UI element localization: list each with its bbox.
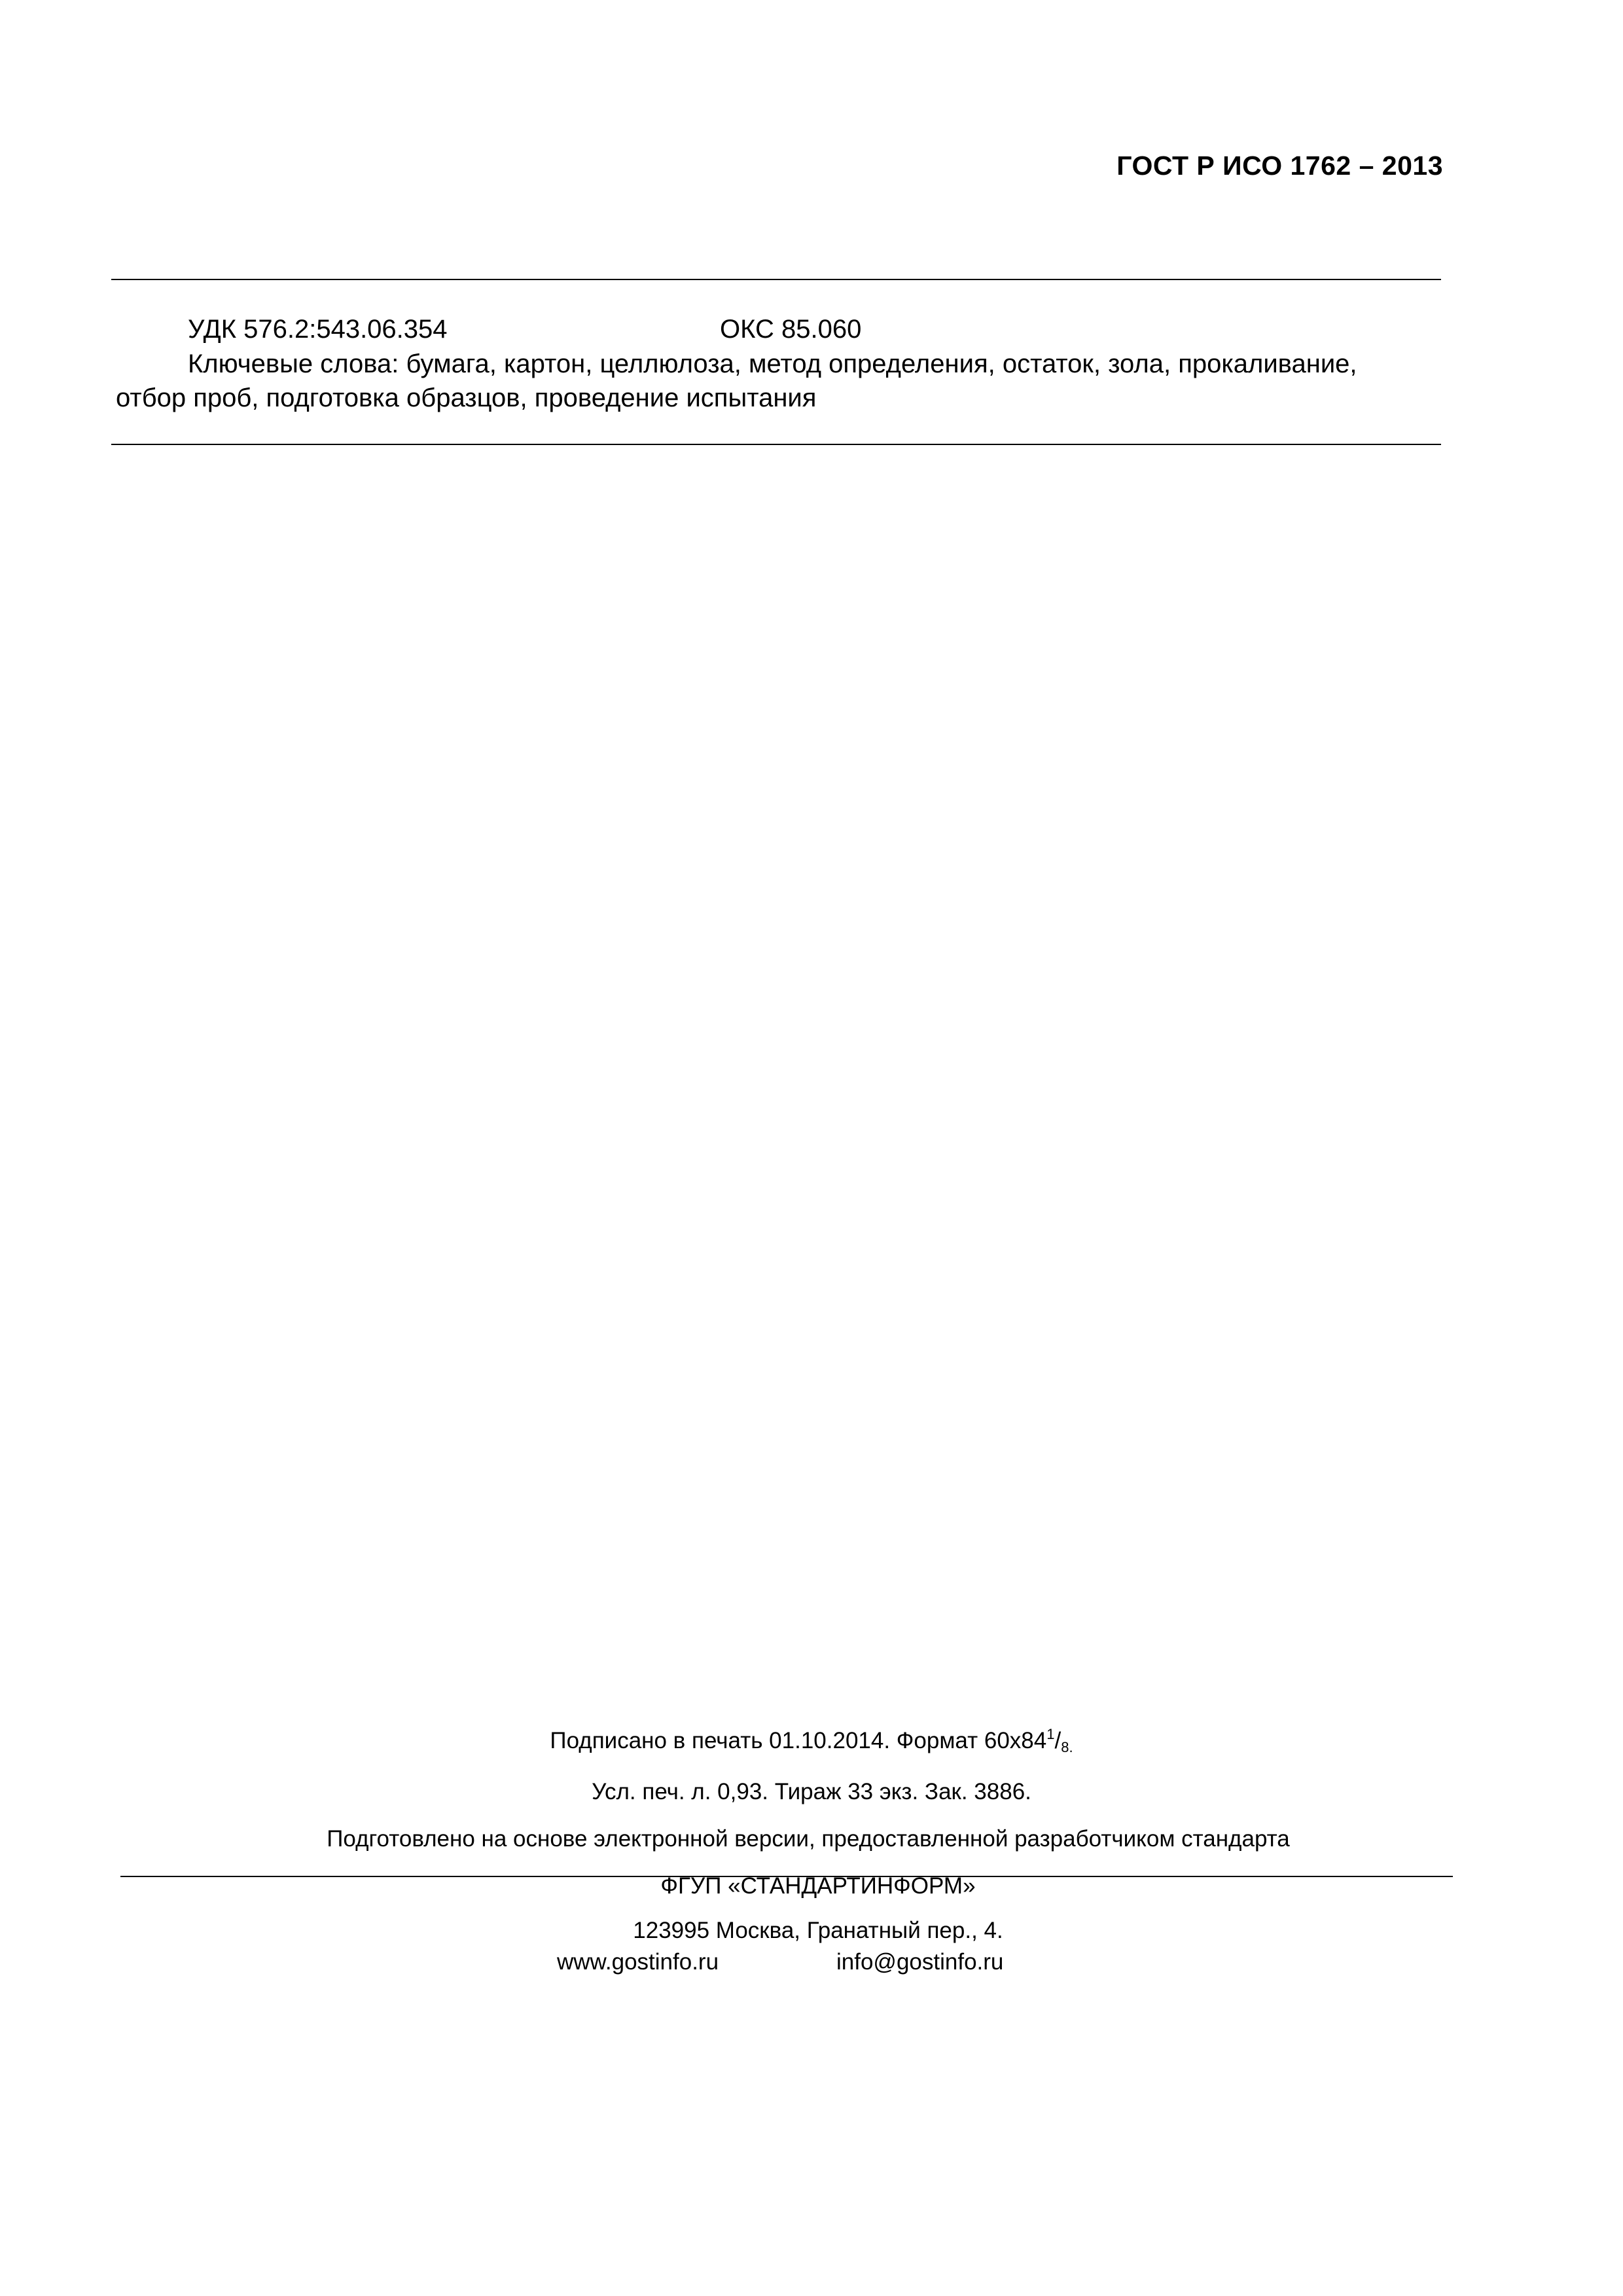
document-code: ГОСТ Р ИСО 1762 – 2013 <box>1116 151 1443 181</box>
format-numerator: 1 <box>1046 1726 1055 1742</box>
format-separator: / <box>1054 1728 1061 1753</box>
keywords-line-1: Ключевые слова: бумага, картон, целлюлоза, метод определения, остаток, зола, прокаливание, <box>188 350 1357 378</box>
keywords-paragraph <box>116 347 1441 415</box>
format-denominator: 8 <box>1061 1739 1069 1755</box>
signed-text: Подписано в печать 01.10.2014. Формат 60х84 <box>550 1728 1047 1753</box>
prepared-note: Подготовлено на основе электронной версии, предоставленной разработчиком стандарта <box>327 1826 1290 1852</box>
publisher-name: ФГУП «СТАНДАРТИНФОРМ» <box>660 1873 976 1899</box>
format-end: . <box>1069 1739 1073 1755</box>
website-link[interactable]: www.gostinfo.ru <box>557 1949 719 1975</box>
keywords-line-2: отбор проб, подготовка образцов, проведение испытания <box>116 384 817 412</box>
signed-to-print-line <box>0 1728 1623 1754</box>
top-divider <box>111 279 1441 280</box>
print-sheets-line: Усл. печ. л. 0,93. Тираж 33 экз. Зак. 3886. <box>592 1779 1031 1804</box>
oks-code: ОКС 85.060 <box>720 315 862 344</box>
middle-divider <box>111 444 1441 445</box>
udk-code: УДК 576.2:543.06.354 <box>188 315 448 344</box>
email-link[interactable]: info@gostinfo.ru <box>836 1949 1004 1975</box>
publisher-address: 123995 Москва, Гранатный пер., 4. <box>633 1918 1003 1943</box>
